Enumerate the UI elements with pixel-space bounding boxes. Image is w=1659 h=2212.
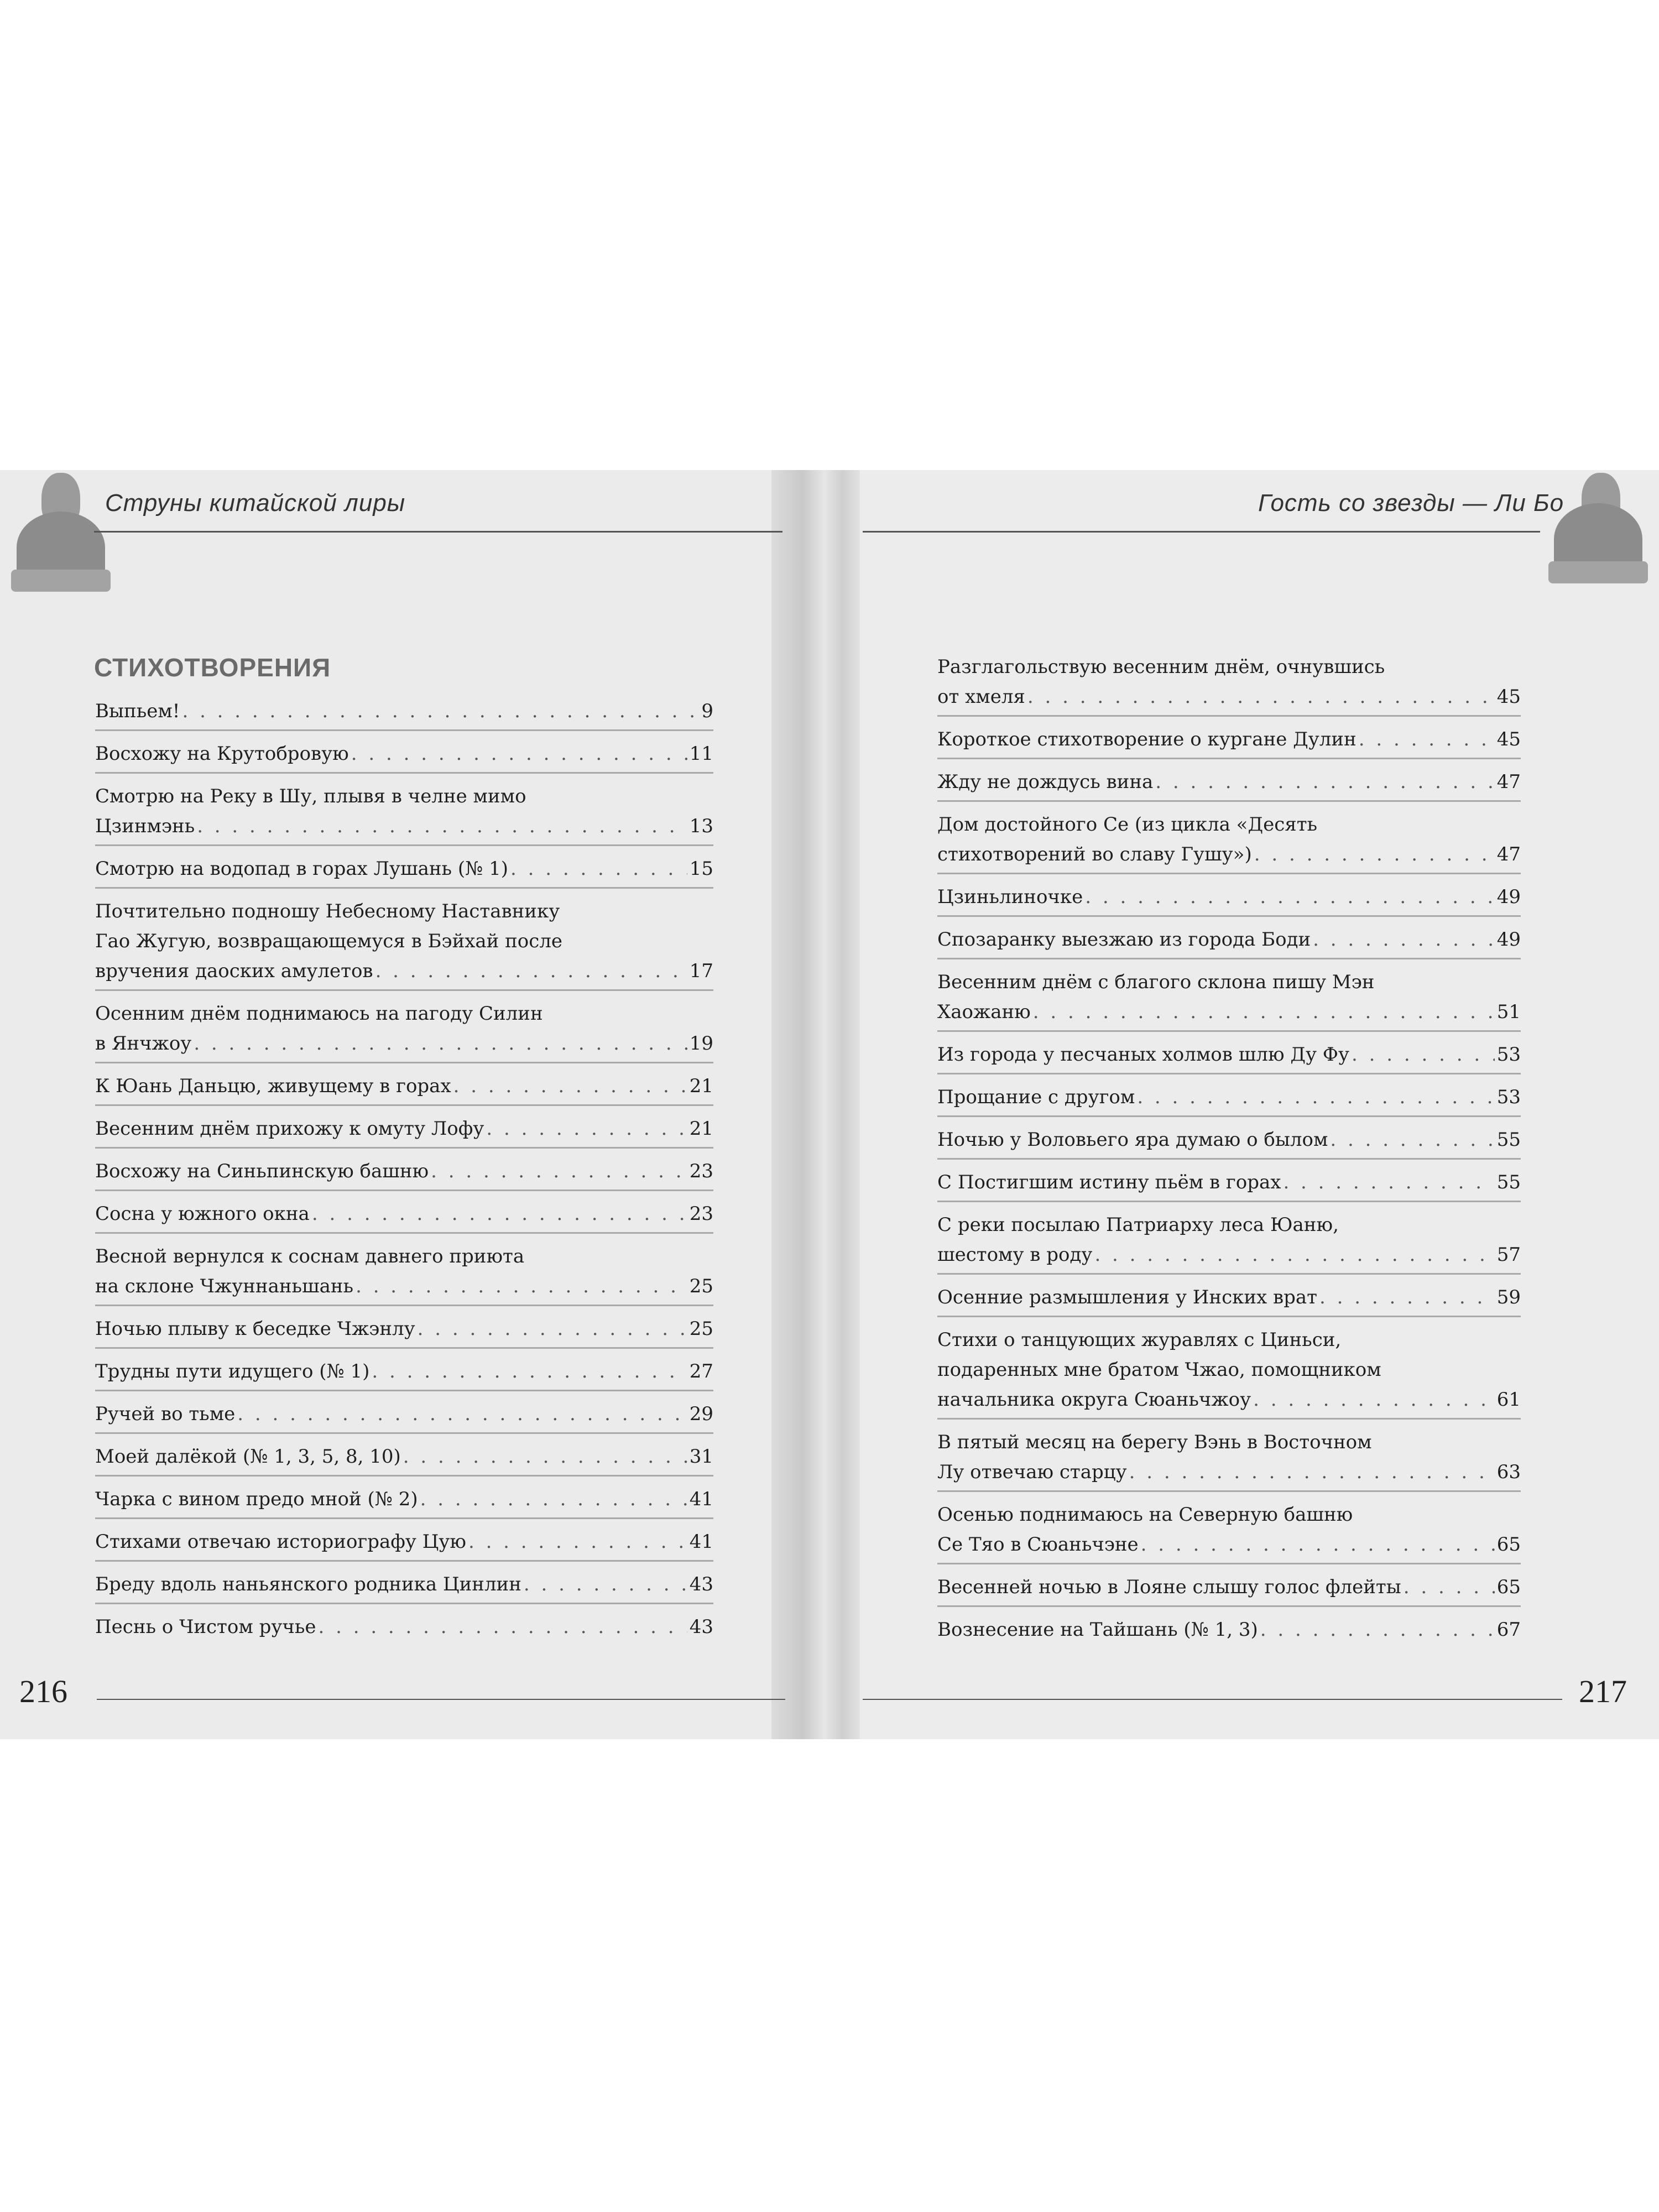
dot-leader bbox=[1283, 1167, 1494, 1197]
dot-leader bbox=[312, 1199, 687, 1229]
toc-entry-row bbox=[937, 1082, 1521, 1112]
toc-entry-title: в Янчжоу bbox=[95, 1032, 192, 1055]
toc-entry-title: Разглагольствую весенним днём, очнувшись bbox=[937, 656, 1385, 678]
dot-leader bbox=[356, 1271, 687, 1301]
toc-entry bbox=[95, 852, 713, 889]
toc-entry-title: Стихами отвечаю историографу Цую bbox=[95, 1531, 466, 1553]
toc-entry-page: 49 bbox=[1496, 928, 1521, 951]
toc-entry-title: Весенней ночью в Лояне слышу голос флейты bbox=[937, 1576, 1401, 1598]
running-head-left: Струны китайской лиры bbox=[105, 489, 406, 517]
toc-entry-page: 53 bbox=[1496, 1044, 1521, 1066]
toc-entry-row bbox=[937, 1457, 1521, 1487]
toc-entry-page: 65 bbox=[1496, 1533, 1521, 1556]
toc-entry-row bbox=[95, 854, 713, 884]
toc-entry-page: 47 bbox=[1496, 771, 1521, 793]
toc-entry-title: Стихи о танцующих журавлях с Циньси, bbox=[937, 1329, 1342, 1351]
toc-entry-title: Цзиньлиночке bbox=[937, 886, 1083, 908]
toc-entry-page: 43 bbox=[689, 1616, 713, 1638]
toc-entry-row bbox=[937, 882, 1521, 912]
dot-leader bbox=[1352, 1040, 1495, 1070]
toc-entry bbox=[937, 1037, 1521, 1074]
dot-leader bbox=[510, 854, 687, 884]
toc-entry-page: 61 bbox=[1496, 1389, 1521, 1411]
toc-entry bbox=[937, 1498, 1521, 1564]
toc-entry-row bbox=[95, 1612, 713, 1642]
toc-entry-row bbox=[937, 1040, 1521, 1070]
toc-entry-row bbox=[937, 1615, 1521, 1645]
toc-entry-row bbox=[95, 1484, 713, 1514]
toc-entry-title: Восхожу на Синьпинскую башню bbox=[95, 1160, 429, 1182]
dot-leader bbox=[1404, 1572, 1495, 1602]
dot-leader bbox=[468, 1527, 687, 1557]
toc-entry-page: 19 bbox=[689, 1032, 713, 1055]
toc-entry-row bbox=[95, 1357, 713, 1386]
statue-base bbox=[1548, 561, 1648, 583]
toc-entry-title: Лу отвечаю старцу bbox=[937, 1461, 1127, 1483]
toc-entry bbox=[937, 880, 1521, 917]
toc-entry-page: 65 bbox=[1496, 1576, 1521, 1598]
toc-entry-title: Ночью у Воловьего яра думаю о былом bbox=[937, 1129, 1328, 1151]
dot-leader bbox=[431, 1156, 687, 1186]
toc-entry-page: 23 bbox=[689, 1203, 713, 1225]
dot-leader bbox=[1129, 1457, 1495, 1487]
toc-entry-title: стихотворений во славу Гушу») bbox=[937, 843, 1252, 865]
toc-entry-page: 41 bbox=[689, 1488, 713, 1510]
toc-entry-row bbox=[95, 956, 713, 986]
toc-entry-title: Цзинмэнь bbox=[95, 815, 195, 837]
dot-leader bbox=[182, 696, 699, 726]
header-rule bbox=[94, 531, 782, 533]
toc-entry-page: 21 bbox=[689, 1075, 713, 1097]
toc-entry-row bbox=[937, 1240, 1521, 1270]
book-spine bbox=[771, 470, 860, 1739]
footer-rule bbox=[863, 1699, 1562, 1700]
toc-entry-title: Весенним днём с благого склона пишу Мэн bbox=[937, 971, 1375, 993]
toc-entry bbox=[95, 1525, 713, 1562]
toc-entry-page: 15 bbox=[689, 858, 713, 880]
toc-entry-row bbox=[937, 1125, 1521, 1155]
toc-entry-row bbox=[95, 1314, 713, 1344]
toc-entry-title: Весенним днём прихожу к омуту Лофу bbox=[95, 1118, 484, 1140]
toc-entry bbox=[95, 694, 713, 731]
toc-entry-title: Трудны пути идущего (№ 1) bbox=[95, 1360, 370, 1383]
toc-entry-page: 25 bbox=[689, 1275, 713, 1297]
toc-entry bbox=[95, 1069, 713, 1106]
toc-list-left bbox=[95, 694, 713, 1651]
toc-entry-title: Спозаранку выезжаю из города Боди bbox=[937, 928, 1311, 951]
toc-entry bbox=[95, 1197, 713, 1234]
toc-entry-title: Ручей во тьме bbox=[95, 1403, 236, 1425]
toc-entry-title: Осенним днём поднимаюсь на пагоду Силин bbox=[95, 1003, 543, 1025]
toc-entry-row bbox=[937, 1167, 1521, 1197]
toc-entry-page: 41 bbox=[689, 1531, 713, 1553]
dot-leader bbox=[194, 1029, 687, 1058]
dot-leader bbox=[1033, 997, 1495, 1027]
toc-entry bbox=[937, 1208, 1521, 1275]
toc-entry-page: 49 bbox=[1496, 886, 1521, 908]
toc-entry-page: 17 bbox=[689, 960, 713, 982]
toc-list-right bbox=[937, 650, 1521, 1653]
dot-leader bbox=[418, 1314, 687, 1344]
toc-entry-page: 45 bbox=[1496, 728, 1521, 750]
toc-entry bbox=[95, 1239, 713, 1306]
toc-entry-title: Из города у песчаных холмов шлю Ду Фу bbox=[937, 1044, 1350, 1066]
dot-leader bbox=[1141, 1530, 1495, 1559]
toc-entry-title: Смотрю на водопад в горах Лушань (№ 1) bbox=[95, 858, 508, 880]
toc-entry-title: Осенью поднимаюсь на Северную башню bbox=[937, 1504, 1353, 1526]
toc-entry-page: 43 bbox=[689, 1573, 713, 1595]
toc-entry-title: Выпьем! bbox=[95, 700, 180, 722]
dot-leader bbox=[453, 1071, 687, 1101]
dot-leader bbox=[1254, 839, 1495, 869]
toc-entry bbox=[937, 922, 1521, 959]
toc-entry-page: 31 bbox=[689, 1446, 713, 1468]
dot-leader bbox=[318, 1612, 687, 1642]
dot-leader bbox=[372, 1357, 687, 1386]
dot-leader bbox=[1330, 1125, 1494, 1155]
toc-entry-row bbox=[95, 1569, 713, 1599]
toc-entry-row bbox=[937, 1282, 1521, 1312]
toc-entry-title: Дом достойного Се (из цикла «Десять bbox=[937, 813, 1318, 836]
toc-entry-title: Ночью плыву к беседке Чжэнлу bbox=[95, 1318, 415, 1340]
dot-leader bbox=[1319, 1282, 1495, 1312]
toc-entry-page: 55 bbox=[1496, 1171, 1521, 1193]
toc-entry bbox=[937, 1570, 1521, 1607]
toc-entry-page: 27 bbox=[689, 1360, 713, 1383]
toc-entry-page: 9 bbox=[701, 700, 713, 722]
toc-entry-page: 51 bbox=[1496, 1001, 1521, 1023]
toc-entry-title: Вознесение на Тайшань (№ 1, 3) bbox=[937, 1619, 1258, 1641]
dot-leader bbox=[524, 1569, 687, 1599]
toc-entry bbox=[937, 1080, 1521, 1117]
toc-entry-title: Осенние размышления у Инских врат bbox=[937, 1286, 1317, 1308]
toc-entry-page: 11 bbox=[689, 743, 713, 765]
dot-leader bbox=[1094, 1240, 1494, 1270]
dot-leader bbox=[486, 1114, 687, 1144]
toc-entry-title: Короткое стихотворение о кургане Дулин bbox=[937, 728, 1357, 750]
dot-leader bbox=[197, 811, 687, 841]
toc-entry-title: Хаожаню bbox=[937, 1001, 1031, 1023]
toc-entry-row bbox=[95, 811, 713, 841]
toc-entry-title: Весной вернулся к соснам давнего приюта bbox=[95, 1245, 525, 1267]
toc-entry bbox=[937, 1613, 1521, 1648]
toc-entry bbox=[937, 650, 1521, 717]
toc-entry-title: Песнь о Чистом ручье bbox=[95, 1616, 316, 1638]
page-number-right: 217 bbox=[1579, 1673, 1627, 1709]
toc-entry-title: Прощание с другом bbox=[937, 1086, 1135, 1108]
toc-entry bbox=[937, 1165, 1521, 1202]
toc-entry-row bbox=[937, 925, 1521, 954]
toc-entry bbox=[95, 1312, 713, 1349]
toc-entry-page: 63 bbox=[1496, 1461, 1521, 1483]
dot-leader bbox=[403, 1442, 687, 1472]
toc-entry-row bbox=[937, 724, 1521, 754]
dot-leader bbox=[375, 956, 687, 986]
toc-entry bbox=[95, 1567, 713, 1604]
toc-entry-page: 13 bbox=[689, 815, 713, 837]
toc-entry-page: 23 bbox=[689, 1160, 713, 1182]
toc-entry-title: Почтительно подношу Небесному Наставнику bbox=[95, 900, 560, 922]
toc-entry-title: Моей далёкой (№ 1, 3, 5, 8, 10) bbox=[95, 1446, 401, 1468]
toc-entry-title: С Постигшим истину пьём в горах bbox=[937, 1171, 1281, 1193]
toc-entry-row bbox=[95, 1114, 713, 1144]
toc-entry-page: 29 bbox=[689, 1403, 713, 1425]
toc-entry-page: 25 bbox=[689, 1318, 713, 1340]
toc-entry-title: начальника округа Сюаньчжоу bbox=[937, 1389, 1251, 1411]
toc-entry-page: 47 bbox=[1496, 843, 1521, 865]
toc-entry bbox=[95, 1482, 713, 1519]
toc-entry bbox=[937, 722, 1521, 759]
dot-leader bbox=[351, 739, 687, 769]
toc-entry-row bbox=[95, 1399, 713, 1429]
toc-entry bbox=[95, 997, 713, 1063]
dot-leader bbox=[1027, 682, 1495, 712]
section-title: СТИХОТВОРЕНИЯ bbox=[94, 653, 331, 682]
dot-leader bbox=[1359, 724, 1495, 754]
dot-leader bbox=[420, 1484, 687, 1514]
toc-entry-title: Жду не дождусь вина bbox=[937, 771, 1154, 793]
running-head-right: Гость со звезды — Ли Бо bbox=[1258, 489, 1564, 517]
dot-leader bbox=[1313, 925, 1495, 954]
header-rule bbox=[863, 531, 1540, 533]
toc-entry-row bbox=[937, 767, 1521, 797]
dot-leader bbox=[1155, 767, 1494, 797]
toc-entry-row bbox=[95, 739, 713, 769]
toc-entry-row bbox=[95, 696, 713, 726]
toc-entry-title: Восхожу на Крутобровую bbox=[95, 743, 349, 765]
toc-entry-title: Сосна у южного окна bbox=[95, 1203, 310, 1225]
toc-entry-page: 53 bbox=[1496, 1086, 1521, 1108]
toc-entry-row bbox=[95, 1199, 713, 1229]
toc-entry-row bbox=[95, 1271, 713, 1301]
dot-leader bbox=[1137, 1082, 1494, 1112]
toc-entry bbox=[95, 1112, 713, 1149]
toc-entry bbox=[95, 737, 713, 774]
toc-entry bbox=[937, 807, 1521, 874]
toc-entry bbox=[95, 1354, 713, 1391]
toc-entry-row bbox=[95, 1527, 713, 1557]
dot-leader bbox=[1260, 1615, 1495, 1645]
toc-entry-title: от хмеля bbox=[937, 686, 1025, 708]
toc-entry bbox=[937, 1425, 1521, 1492]
toc-entry-title: В пятый месяц на берегу Вэнь в Восточном bbox=[937, 1431, 1372, 1453]
toc-entry-page: 21 bbox=[689, 1118, 713, 1140]
toc-entry-row bbox=[95, 1071, 713, 1101]
toc-entry bbox=[937, 765, 1521, 802]
toc-entry-row bbox=[937, 682, 1521, 712]
toc-entry-row bbox=[937, 997, 1521, 1027]
toc-entry-title: вручения даоских амулетов bbox=[95, 960, 373, 982]
toc-entry bbox=[95, 1397, 713, 1434]
toc-entry-title: на склоне Чжуннаньшань bbox=[95, 1275, 354, 1297]
toc-entry-title: подаренных мне братом Чжао, помощником bbox=[937, 1359, 1381, 1381]
toc-entry bbox=[95, 1439, 713, 1477]
toc-entry bbox=[95, 1154, 713, 1191]
toc-entry-title: Се Тяо в Сюаньчэне bbox=[937, 1533, 1139, 1556]
statue-base bbox=[11, 570, 111, 592]
toc-entry-title: Гао Жугую, возвращающемуся в Бэйхай после bbox=[95, 930, 563, 952]
toc-entry-row bbox=[937, 839, 1521, 869]
page-number-left: 216 bbox=[19, 1673, 67, 1709]
toc-entry-title: Смотрю на Реку в Шу, плывя в челне мимо bbox=[95, 785, 526, 807]
toc-entry-page: 55 bbox=[1496, 1129, 1521, 1151]
toc-entry-row bbox=[937, 1385, 1521, 1415]
toc-entry-title: шестому в роду bbox=[937, 1244, 1093, 1266]
toc-entry-row bbox=[937, 1530, 1521, 1559]
toc-entry bbox=[937, 1123, 1521, 1160]
toc-entry-row bbox=[937, 1572, 1521, 1602]
toc-entry bbox=[95, 779, 713, 846]
toc-entry-title: К Юань Даньцю, живущему в горах bbox=[95, 1075, 451, 1097]
toc-entry-title: С реки посылаю Патриарху леса Юаню, bbox=[937, 1214, 1339, 1236]
toc-entry-row bbox=[95, 1442, 713, 1472]
toc-entry-page: 67 bbox=[1496, 1619, 1521, 1641]
toc-entry-page: 57 bbox=[1496, 1244, 1521, 1266]
toc-entry-page: 59 bbox=[1496, 1286, 1521, 1308]
toc-entry bbox=[937, 1323, 1521, 1420]
dot-leader bbox=[1085, 882, 1494, 912]
toc-entry bbox=[95, 1610, 713, 1645]
dot-leader bbox=[237, 1399, 687, 1429]
dot-leader bbox=[1253, 1385, 1495, 1415]
footer-rule bbox=[97, 1699, 785, 1700]
toc-entry-page: 45 bbox=[1496, 686, 1521, 708]
toc-entry-row bbox=[95, 1029, 713, 1058]
toc-entry-title: Бреду вдоль наньянского родника Цинлин bbox=[95, 1573, 521, 1595]
toc-entry-title: Чарка с вином предо мной (№ 2) bbox=[95, 1488, 418, 1510]
toc-entry bbox=[937, 1280, 1521, 1317]
toc-entry-row bbox=[95, 1156, 713, 1186]
toc-entry bbox=[95, 894, 713, 991]
toc-entry bbox=[937, 965, 1521, 1032]
